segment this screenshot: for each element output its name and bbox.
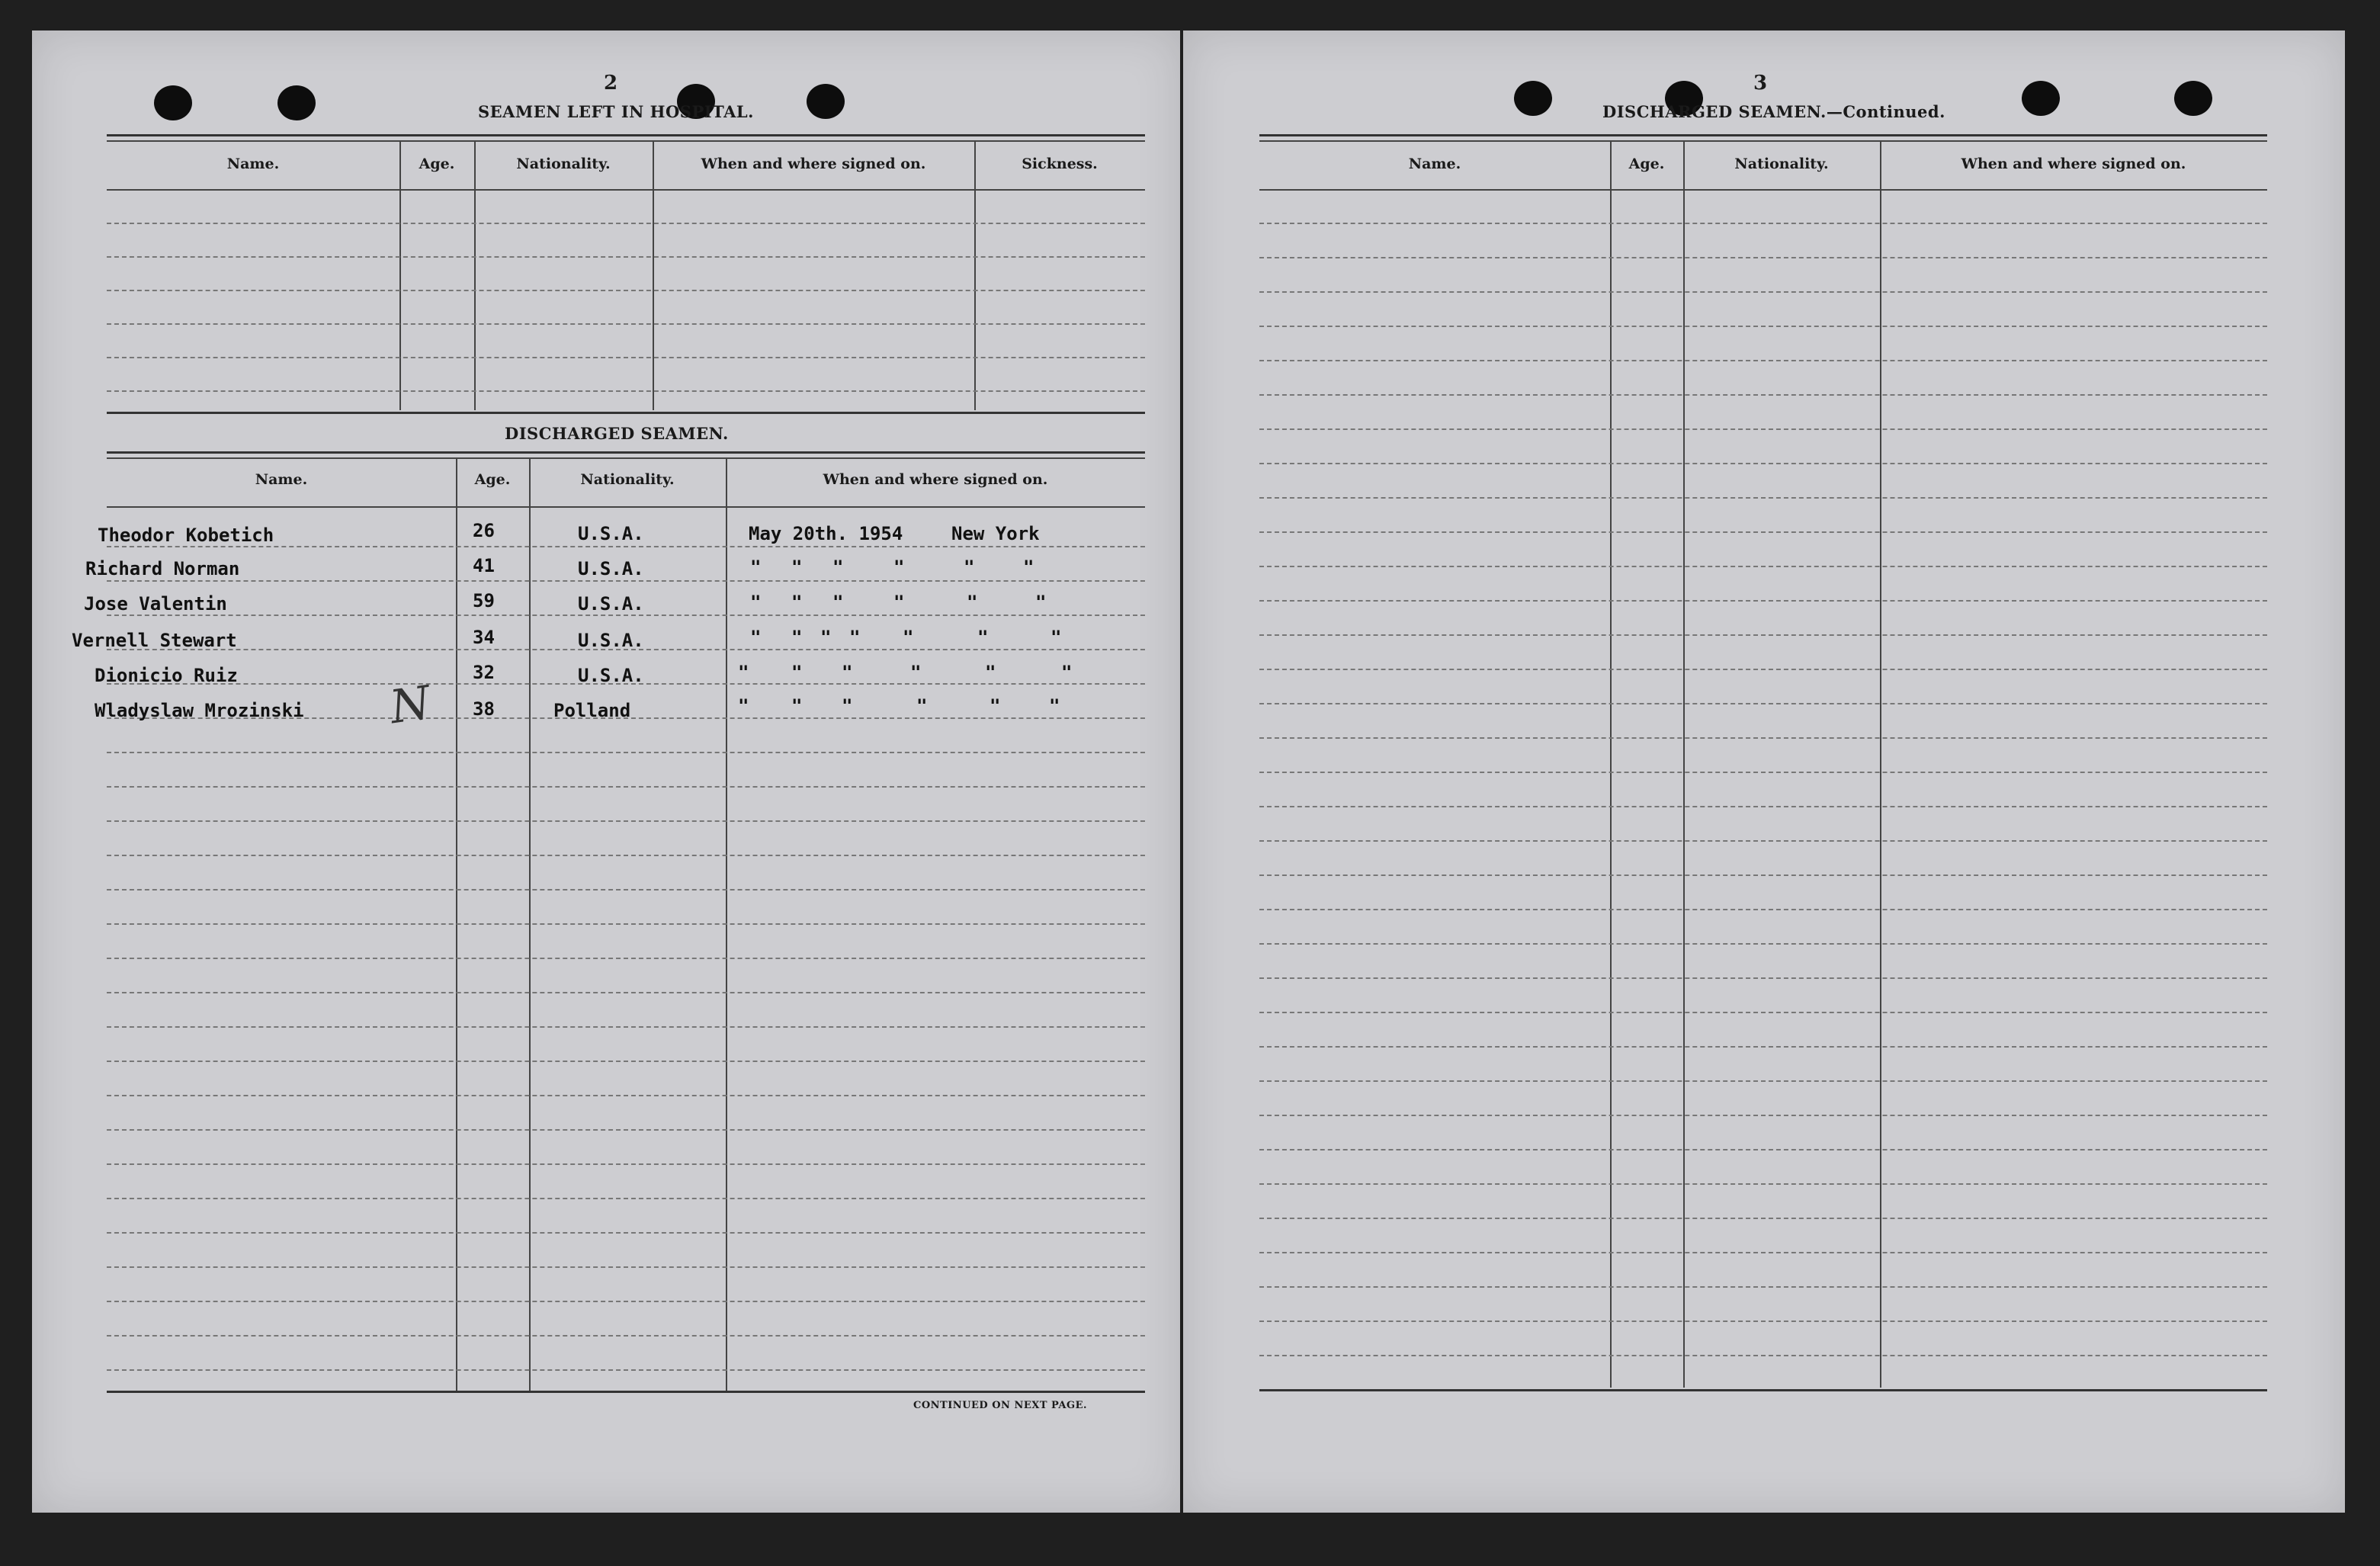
column-divider [529, 459, 531, 1391]
seaman-name: Richard Norman [85, 558, 240, 579]
punch-hole [277, 85, 316, 120]
seaman-name: Dionicio Ruiz [95, 665, 238, 686]
dotted-rule [1259, 1012, 2267, 1013]
seaman-name: Vernell Stewart [72, 630, 237, 651]
dotted-rule [1259, 1252, 2267, 1253]
dotted-rule [107, 889, 1145, 891]
dotted-rule [107, 1129, 1145, 1131]
punch-hole [1514, 81, 1552, 116]
continued-footer: CONTINUED ON NEXT PAGE. [913, 1400, 1087, 1411]
ditto-mark: " [738, 695, 749, 717]
dotted-rule [107, 820, 1145, 822]
col-nationality: Nationality. [1734, 156, 1829, 172]
dotted-rule [107, 546, 1145, 547]
dotted-rule [1259, 634, 2267, 636]
discharged-section-title: DISCHARGED SEAMEN. [505, 424, 729, 443]
dotted-rule [107, 923, 1145, 925]
rule [1259, 1389, 2267, 1391]
dotted-rule [107, 357, 1145, 358]
column-divider [974, 142, 976, 410]
dotted-rule [107, 1301, 1145, 1302]
dotted-rule [107, 1198, 1145, 1199]
ditto-mark: " [1023, 557, 1034, 578]
dotted-rule [107, 1095, 1145, 1096]
ditto-mark: " [820, 627, 832, 648]
dotted-rule [1259, 497, 2267, 499]
dotted-rule [1259, 531, 2267, 533]
punch-hole [154, 85, 192, 120]
dotted-rule [107, 992, 1145, 993]
ditto-mark: " [977, 627, 989, 648]
ditto-mark: " [1061, 662, 1073, 683]
dotted-rule [107, 390, 1145, 392]
dotted-rule [1259, 909, 2267, 910]
dotted-rule [107, 855, 1145, 856]
page-number: 2 [604, 72, 618, 95]
discharged-col-signed-on: When and where signed on. [823, 471, 1048, 488]
ditto-mark: " [750, 592, 762, 613]
dotted-rule [1259, 1080, 2267, 1082]
ditto-mark: " [990, 695, 1001, 717]
signed-on-place: New York [951, 523, 1040, 544]
rule [107, 451, 1145, 454]
dotted-rule [1259, 463, 2267, 464]
right-page [1183, 30, 2345, 1513]
rule [107, 1391, 1145, 1393]
column-divider [1880, 142, 1881, 1388]
dotted-rule [107, 1061, 1145, 1062]
ditto-mark: " [1049, 695, 1060, 717]
column-divider [456, 459, 457, 1391]
dotted-rule [107, 290, 1145, 291]
dotted-rule [107, 1026, 1145, 1028]
rule [107, 140, 1145, 142]
seaman-nationality: U.S.A. [578, 593, 644, 615]
dotted-rule [1259, 566, 2267, 567]
punch-hole [2022, 81, 2060, 116]
dotted-rule [107, 1266, 1145, 1268]
dotted-rule [1259, 360, 2267, 361]
rule [1259, 134, 2267, 136]
ditto-mark: " [842, 662, 853, 683]
seaman-name: Jose Valentin [84, 593, 227, 615]
signed-on-date: May 20th. 1954 [749, 523, 903, 544]
seaman-name: Wladyslaw Mrozinski [95, 700, 304, 721]
dotted-rule [1259, 806, 2267, 807]
rule [1259, 140, 2267, 142]
dotted-rule [1259, 1286, 2267, 1288]
dotted-rule [107, 323, 1145, 325]
dotted-rule [107, 223, 1145, 224]
dotted-rule [1259, 737, 2267, 739]
rule [107, 506, 1145, 508]
dotted-rule [1259, 840, 2267, 842]
seaman-age: 38 [473, 698, 495, 720]
ditto-mark: " [738, 662, 749, 683]
ditto-mark: " [750, 627, 762, 648]
dotted-rule [107, 1369, 1145, 1371]
dotted-rule [107, 580, 1145, 582]
hospital-col-signed-on: When and where signed on. [701, 156, 926, 172]
ditto-mark: " [967, 592, 978, 613]
dotted-rule [1259, 874, 2267, 876]
dotted-rule [1259, 1355, 2267, 1356]
dotted-rule [1259, 1149, 2267, 1150]
dotted-rule [107, 256, 1145, 258]
column-divider [399, 142, 401, 410]
dotted-rule [1259, 977, 2267, 979]
hospital-section-title: SEAMEN LEFT IN HOSPITAL. [478, 102, 754, 121]
hospital-col-nationality: Nationality. [516, 156, 611, 172]
ditto-mark: " [849, 627, 861, 648]
column-divider [653, 142, 654, 410]
dotted-rule [1259, 669, 2267, 670]
hospital-col-sickness: Sickness. [1022, 156, 1098, 172]
seaman-age: 32 [473, 662, 495, 683]
rule [1259, 189, 2267, 191]
dotted-rule [1259, 257, 2267, 258]
punch-hole [807, 84, 845, 119]
ditto-mark: " [1035, 592, 1047, 613]
dotted-rule [1259, 703, 2267, 704]
rule [107, 457, 1145, 459]
dotted-rule [1259, 943, 2267, 945]
dotted-rule [1259, 600, 2267, 602]
ditto-mark: " [1050, 627, 1062, 648]
ditto-mark: " [791, 662, 803, 683]
col-name: Name. [1408, 156, 1461, 172]
dotted-rule [107, 752, 1145, 753]
dotted-rule [107, 1335, 1145, 1337]
dotted-rule [107, 958, 1145, 959]
rule [107, 412, 1145, 414]
discharged-col-age: Age. [474, 471, 511, 488]
ditto-mark: " [964, 557, 975, 578]
page-title: DISCHARGED SEAMEN.—Continued. [1602, 102, 1945, 121]
seaman-age: 26 [473, 520, 495, 541]
rule [107, 189, 1145, 191]
col-signed-on: When and where signed on. [1961, 156, 2186, 172]
ditto-mark: " [791, 557, 803, 578]
ditto-mark: " [910, 662, 922, 683]
ditto-mark: " [791, 695, 803, 717]
column-divider [474, 142, 476, 410]
ditto-mark: " [893, 557, 905, 578]
seaman-nationality: U.S.A. [578, 523, 644, 544]
dotted-rule [1259, 223, 2267, 224]
left-page [32, 30, 1180, 1513]
ditto-mark: " [832, 592, 844, 613]
dotted-rule [1259, 1115, 2267, 1116]
hospital-col-age: Age. [419, 156, 455, 172]
dotted-rule [1259, 428, 2267, 430]
dotted-rule [107, 615, 1145, 616]
col-age: Age. [1628, 156, 1665, 172]
rule [107, 134, 1145, 136]
dotted-rule [1259, 394, 2267, 396]
column-divider [1683, 142, 1685, 1388]
ditto-mark: " [903, 627, 914, 648]
dotted-rule [1259, 1183, 2267, 1185]
ditto-mark: " [893, 592, 905, 613]
dotted-rule [1259, 1218, 2267, 1219]
dotted-rule [1259, 772, 2267, 773]
ditto-mark: " [832, 557, 844, 578]
dotted-rule [107, 1163, 1145, 1165]
page-number: 3 [1753, 72, 1768, 95]
ditto-mark: " [985, 662, 996, 683]
dotted-rule [1259, 1046, 2267, 1048]
seaman-nationality: U.S.A. [578, 558, 644, 579]
ditto-mark: " [791, 627, 803, 648]
seaman-name: Theodor Kobetich [98, 525, 274, 546]
seaman-nationality: U.S.A. [578, 665, 644, 686]
column-divider [1610, 142, 1612, 1388]
punch-hole [2174, 81, 2212, 116]
discharged-col-name: Name. [255, 471, 308, 488]
ditto-mark: " [916, 695, 928, 717]
hospital-col-name: Name. [226, 156, 280, 172]
dotted-rule [1259, 1321, 2267, 1322]
seaman-nationality: U.S.A. [578, 630, 644, 651]
seaman-nationality: Polland [553, 700, 631, 721]
discharged-col-nationality: Nationality. [580, 471, 675, 488]
seaman-age: 41 [473, 555, 495, 576]
column-divider [726, 459, 727, 1391]
ditto-mark: " [750, 557, 762, 578]
dotted-rule [107, 786, 1145, 788]
dotted-rule [1259, 326, 2267, 327]
seaman-age: 59 [473, 590, 495, 611]
ditto-mark: " [842, 695, 853, 717]
handwritten-check-mark: N [387, 675, 435, 735]
dotted-rule [1259, 291, 2267, 293]
dotted-rule [107, 1232, 1145, 1234]
ditto-mark: " [791, 592, 803, 613]
seaman-age: 34 [473, 627, 495, 648]
